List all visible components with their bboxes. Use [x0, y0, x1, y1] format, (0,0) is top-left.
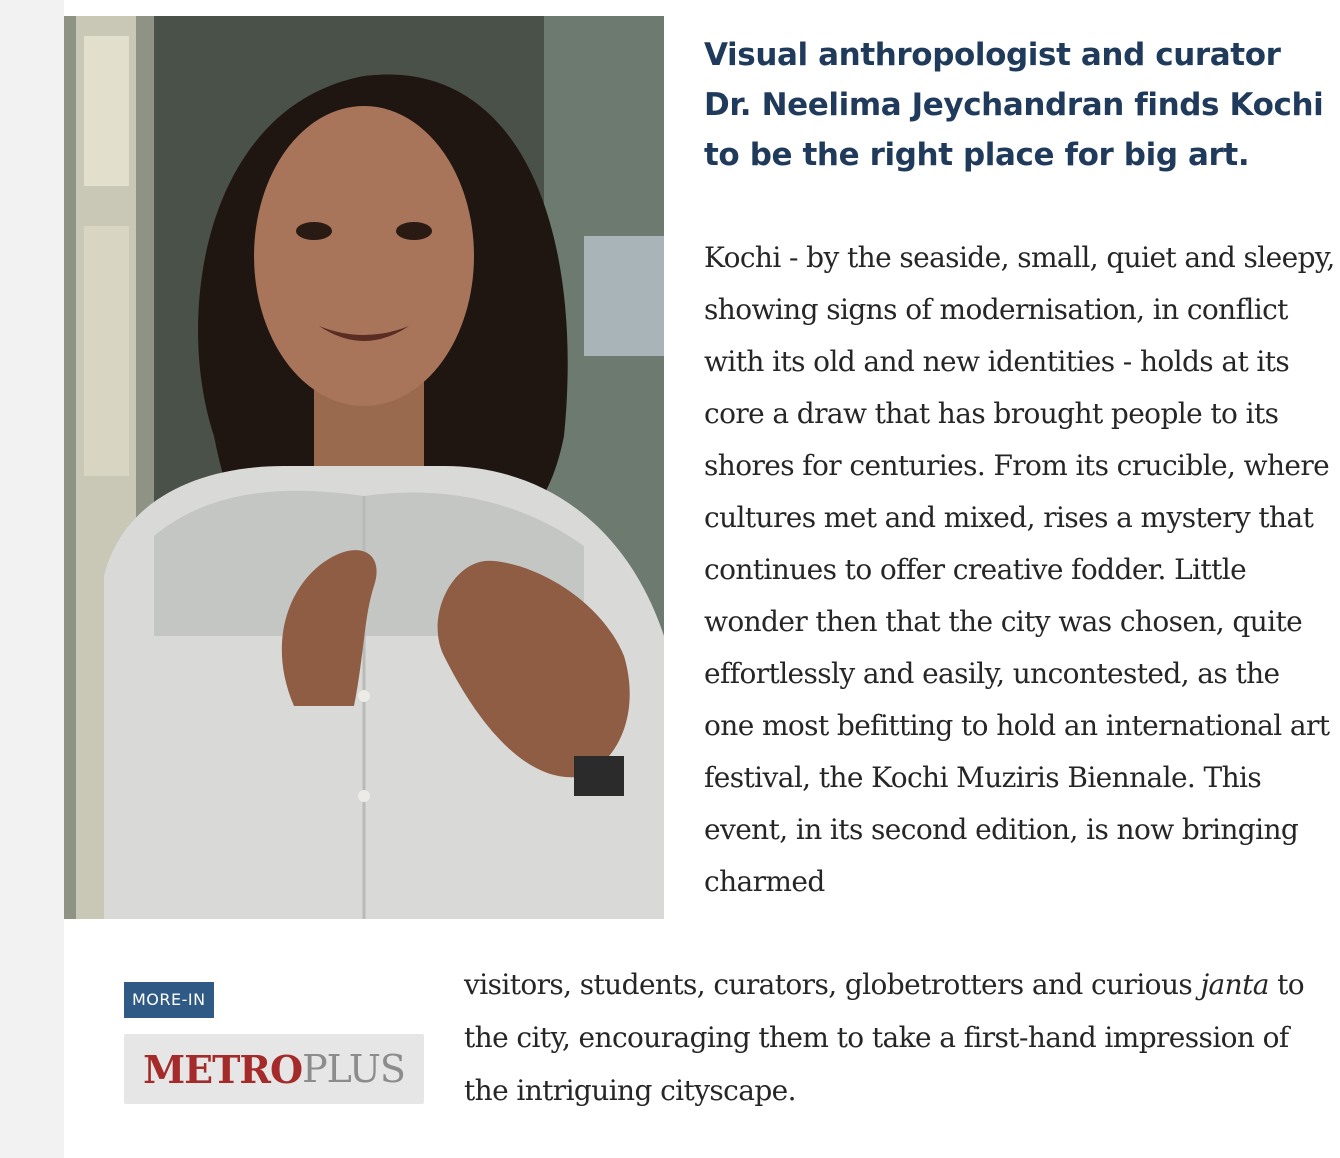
body-continuation-text-end: to the city, encouraging them to take a first-hand impression of the intriguing cityscape.	[464, 968, 1305, 1107]
article-body-continuation	[464, 958, 1336, 1117]
article-standfirst: Visual anthropologist and curator Dr. Neelima Jeychandran finds Kochi to be the right place for big art.	[704, 37, 1324, 173]
body-emphasis: janta	[1200, 968, 1269, 1001]
body-continuation-text: visitors, students, curators, globetrotters and curious	[464, 968, 1193, 1001]
article-photo[interactable]	[64, 16, 664, 919]
article	[64, 0, 1340, 1158]
logo-metro-text: METRO	[143, 1046, 303, 1092]
article-body-paragraph: Kochi - by the seaside, small, quiet and sleepy, showing signs of modernisation, in conflict with its old and new identities - holds at its core a draw that has brought people to its shores for centuries. From its crucible, where cultures met and mixed, rises a mystery that continues to offer creative fodder. Little wonder then that the city was chosen, quite effortlessly and easily, uncontested, as the one most befitting to hold an international art festival, the Kochi Muziris Biennale. This event, in its second edition, is now bringing charmed	[704, 241, 1335, 898]
portrait-illustration	[64, 16, 664, 919]
more-in-badge: MORE-IN	[124, 982, 214, 1018]
logo-plus-text: PLUS	[302, 1047, 405, 1091]
metroplus-section-logo[interactable]	[124, 1034, 424, 1104]
page-left-gutter	[0, 0, 64, 1158]
